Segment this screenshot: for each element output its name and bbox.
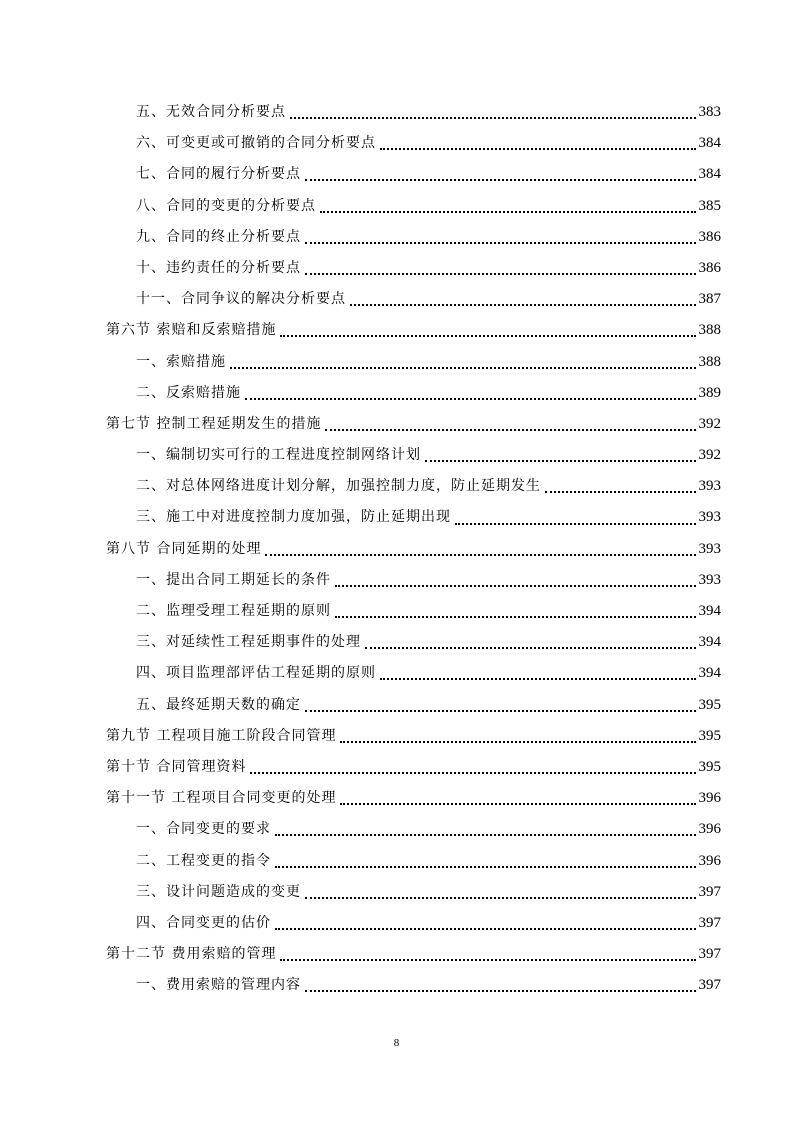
toc-section-entry[interactable] [0, 534, 793, 565]
toc-entry-title: 一、费用索赔的管理内容 [136, 977, 301, 994]
toc-subsection-entry[interactable] [0, 440, 793, 471]
toc-dot-leader [250, 771, 695, 774]
toc-dot-leader [380, 147, 696, 150]
toc-dot-leader [290, 116, 696, 119]
toc-dot-leader [325, 428, 695, 431]
toc-subsection-entry[interactable] [0, 565, 793, 596]
toc-entry-title: 十、违约责任的分析要点 [136, 259, 301, 276]
toc-entry-page: 395 [698, 696, 721, 713]
toc-section-entry[interactable] [0, 752, 793, 783]
toc-entry-title: 三、设计问题造成的变更 [136, 883, 301, 900]
table-of-contents [0, 97, 793, 1001]
toc-dot-leader [365, 646, 696, 649]
toc-section-entry[interactable] [0, 783, 793, 814]
toc-dot-leader [340, 740, 695, 743]
toc-dot-leader [545, 490, 696, 493]
toc-entry-page: 394 [698, 665, 721, 682]
toc-subsection-entry[interactable] [0, 378, 793, 409]
toc-dot-leader [265, 553, 695, 556]
toc-entry-page: 393 [698, 478, 721, 495]
toc-entry-title: 二、反索赔措施 [136, 384, 241, 401]
toc-subsection-entry[interactable] [0, 658, 793, 689]
toc-entry-page: 394 [698, 603, 721, 619]
toc-entry-title: 二、工程变更的指令 [136, 852, 271, 869]
toc-entry-page: 389 [698, 384, 721, 401]
toc-entry-page: 397 [698, 914, 721, 931]
toc-dot-leader [305, 896, 696, 899]
toc-entry-title: 六、可变更或可撤销的合同分析要点 [136, 135, 376, 152]
toc-dot-leader [455, 522, 696, 525]
toc-entry-title: 三、施工中对进度控制力度加强，防止延期出现 [136, 509, 451, 526]
toc-dot-leader [305, 709, 696, 712]
toc-entry-title: 七、合同的履行分析要点 [136, 166, 301, 183]
toc-entry-title: 第六节 索赔和反索赔措施 [106, 322, 277, 339]
toc-dot-leader [340, 802, 695, 805]
toc-entry-page: 384 [698, 135, 721, 152]
toc-entry-page: 397 [698, 977, 721, 994]
toc-subsection-entry[interactable] [0, 97, 793, 128]
toc-dot-leader [245, 397, 696, 400]
toc-subsection-entry[interactable] [0, 877, 793, 908]
toc-subsection-entry[interactable] [0, 690, 793, 721]
toc-entry-title: 第十节 合同管理资料 [106, 758, 247, 775]
toc-entry-title: 四、项目监理部评估工程延期的原则 [136, 665, 376, 682]
toc-entry-title: 一、编制切实可行的工程进度控制网络计划 [136, 447, 421, 464]
toc-entry-page: 396 [698, 852, 721, 869]
toc-subsection-entry[interactable] [0, 128, 793, 159]
toc-section-entry[interactable] [0, 315, 793, 346]
toc-subsection-entry[interactable] [0, 347, 793, 378]
toc-entry-page: 384 [698, 166, 721, 183]
toc-dot-leader [280, 334, 695, 337]
toc-entry-title: 一、提出合同工期延长的条件 [136, 571, 331, 588]
toc-entry-page: 397 [698, 883, 721, 900]
toc-entry-title: 八、合同的变更的分析要点 [136, 197, 316, 214]
toc-entry-title: 二、对总体网络进度计划分解，加强控制力度，防止延期发生 [136, 478, 541, 495]
toc-subsection-entry[interactable] [0, 814, 793, 845]
toc-dot-leader [305, 989, 696, 992]
toc-subsection-entry[interactable] [0, 471, 793, 502]
toc-dot-leader [275, 833, 696, 836]
page-number: 8 [393, 1037, 400, 1049]
toc-entry-title: 二、监理受理工程延期的原则 [136, 603, 331, 619]
toc-entry-title: 九、合同的终止分析要点 [136, 228, 301, 245]
toc-dot-leader [275, 927, 696, 930]
toc-dot-leader [275, 865, 696, 868]
toc-dot-leader [335, 584, 696, 587]
toc-entry-page: 393 [698, 571, 721, 588]
toc-subsection-entry[interactable] [0, 191, 793, 222]
toc-subsection-entry[interactable] [0, 502, 793, 533]
toc-dot-leader [320, 210, 696, 213]
toc-entry-page: 392 [698, 415, 721, 432]
toc-section-entry[interactable] [0, 409, 793, 440]
toc-entry-page: 386 [698, 228, 721, 245]
toc-dot-leader [305, 178, 696, 181]
toc-dot-leader [230, 366, 696, 369]
toc-entry-title: 第九节 工程项目施工阶段合同管理 [106, 727, 337, 744]
toc-entry-page: 395 [698, 758, 721, 775]
toc-entry-page: 396 [698, 790, 721, 807]
toc-entry-title: 五、最终延期天数的确定 [136, 696, 301, 713]
toc-entry-page: 392 [698, 447, 721, 464]
toc-entry-title: 四、合同变更的估价 [136, 914, 271, 931]
toc-entry-page: 385 [698, 197, 721, 214]
toc-subsection-entry[interactable] [0, 222, 793, 253]
toc-entry-page: 388 [698, 353, 721, 370]
toc-subsection-entry[interactable] [0, 284, 793, 315]
toc-entry-page: 393 [698, 509, 721, 526]
toc-section-entry[interactable] [0, 939, 793, 970]
toc-entry-page: 383 [698, 104, 721, 120]
toc-entry-page: 388 [698, 322, 721, 339]
toc-dot-leader [305, 272, 696, 275]
toc-entry-title: 五、无效合同分析要点 [136, 104, 286, 120]
toc-subsection-entry[interactable] [0, 627, 793, 658]
toc-entry-title: 一、合同变更的要求 [136, 821, 271, 838]
toc-entry-title: 十一、合同争议的解决分析要点 [136, 291, 346, 308]
toc-section-entry[interactable] [0, 721, 793, 752]
toc-dot-leader [280, 958, 695, 961]
toc-entry-title: 一、索赔措施 [136, 353, 226, 370]
toc-entry-page: 396 [698, 821, 721, 838]
toc-dot-leader [350, 303, 696, 306]
toc-entry-page: 386 [698, 259, 721, 276]
toc-entry-page: 394 [698, 634, 721, 651]
toc-dot-leader [335, 615, 696, 618]
toc-dot-leader [425, 459, 696, 462]
toc-entry-title: 第十一节 工程项目合同变更的处理 [106, 790, 337, 807]
toc-entry-page: 393 [698, 540, 721, 557]
toc-subsection-entry[interactable] [0, 253, 793, 284]
toc-entry-title: 第八节 合同延期的处理 [106, 540, 262, 557]
toc-entry-title: 第十二节 费用索赔的管理 [106, 946, 277, 963]
toc-entry-page: 387 [698, 291, 721, 308]
toc-subsection-entry[interactable] [0, 908, 793, 939]
toc-subsection-entry[interactable] [0, 159, 793, 190]
toc-entry-page: 397 [698, 946, 721, 963]
toc-subsection-entry[interactable] [0, 970, 793, 1001]
toc-entry-page: 395 [698, 727, 721, 744]
toc-dot-leader [380, 677, 696, 680]
toc-entry-title: 三、对延续性工程延期事件的处理 [136, 634, 361, 651]
toc-dot-leader [305, 241, 696, 244]
toc-subsection-entry[interactable] [0, 846, 793, 877]
toc-subsection-entry[interactable] [0, 596, 793, 627]
toc-entry-title: 第七节 控制工程延期发生的措施 [106, 415, 322, 432]
